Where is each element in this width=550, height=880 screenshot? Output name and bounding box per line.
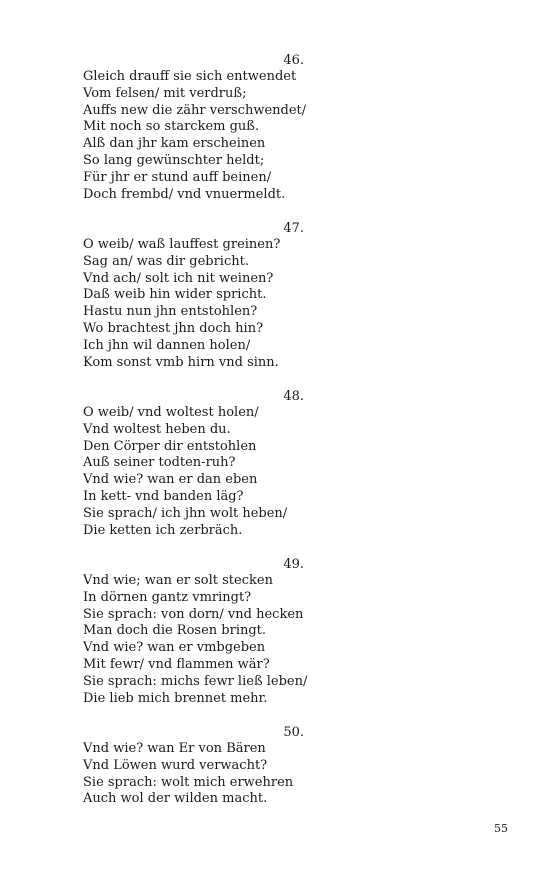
verse-line: Wo brachtest jhn doch hin? bbox=[83, 320, 264, 336]
stanza-number: 46. bbox=[283, 53, 304, 68]
verse-line: Ich jhn wil dannen holen/ bbox=[83, 337, 251, 353]
verse-line: Vnd Löwen wurd verwacht? bbox=[83, 757, 268, 773]
verse-line: Gleich drauff sie sich entwendet bbox=[83, 69, 297, 84]
verse-line: Daß weib hin wider spricht. bbox=[83, 287, 267, 303]
verse-line: Die ketten ich zerbräch. bbox=[83, 522, 243, 538]
verse-line: Sie sprach: wolt mich erwehren bbox=[83, 774, 294, 790]
verse-line: Auch wol der wilden macht. bbox=[83, 791, 268, 807]
verse-line: Sie sprach: michs fewr ließ leben/ bbox=[83, 673, 308, 689]
verse-line: Auffs new die zähr verschwendet/ bbox=[83, 102, 307, 118]
verse-line: Mit noch so starckem guß. bbox=[83, 119, 260, 135]
verse-line: Vnd wie; wan er solt stecken bbox=[83, 573, 273, 588]
verse-line: Man doch die Rosen bringt. bbox=[83, 623, 267, 639]
verse-line: Vnd wie? wan er vmbgeben bbox=[83, 640, 266, 656]
verse-line: In dörnen gantz vmringt? bbox=[83, 589, 252, 605]
verse-line: Sag an/ was dir gebricht. bbox=[83, 253, 249, 269]
verse-line: Sie sprach/ ich jhn wolt heben/ bbox=[83, 505, 288, 521]
stanza-48 bbox=[83, 388, 313, 539]
verse-line: So lang gewünschter heldt; bbox=[83, 152, 265, 168]
stanza-50 bbox=[83, 724, 313, 808]
stanza-47 bbox=[83, 220, 313, 371]
verse-line: Für jhr er stund auff beinen/ bbox=[83, 169, 272, 185]
stanza-number: 49. bbox=[283, 557, 304, 572]
page-number: 55 bbox=[494, 822, 508, 835]
verse-line: O weib/ waß lauffest greinen? bbox=[83, 237, 281, 252]
verse-line: Hastu nun jhn entstohlen? bbox=[83, 304, 258, 320]
stanza-number: 48. bbox=[283, 389, 304, 404]
verse-line: Vnd woltest heben du. bbox=[83, 421, 231, 437]
verse-line: In kett- vnd banden läg? bbox=[83, 488, 244, 504]
verse-line: O weib/ vnd woltest holen/ bbox=[83, 405, 259, 420]
verse-line: Vnd wie? wan Er von Bären bbox=[83, 741, 266, 756]
verse-line: Vom felsen/ mit verdruß; bbox=[83, 85, 247, 101]
verse-line: Doch frembd/ vnd vnuermeldt. bbox=[83, 186, 286, 202]
verse-line: Den Cörper dir entstohlen bbox=[83, 438, 257, 454]
verse-line: Vnd ach/ solt ich nit weinen? bbox=[83, 270, 274, 286]
stanza-49 bbox=[83, 556, 313, 707]
verse-line: Alß dan jhr kam erscheinen bbox=[83, 136, 266, 152]
verse-line: Kom sonst vmb hirn vnd sinn. bbox=[83, 354, 279, 370]
verse-line: Die lieb mich brennet mehr. bbox=[83, 690, 268, 706]
stanza-46 bbox=[83, 52, 313, 203]
stanza-number: 50. bbox=[283, 725, 304, 740]
verse-line: Sie sprach: von dorn/ vnd hecken bbox=[83, 606, 304, 622]
stanza-number: 47. bbox=[283, 221, 304, 236]
verse-line: Vnd wie? wan er dan eben bbox=[83, 472, 258, 488]
verse-line: Mit fewr/ vnd flammen wär? bbox=[83, 656, 270, 672]
verse-line: Auß seiner todten-ruh? bbox=[83, 455, 236, 471]
